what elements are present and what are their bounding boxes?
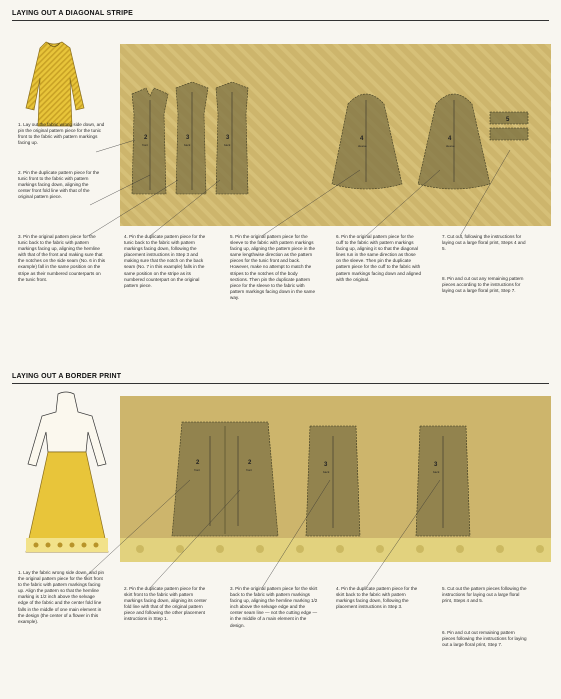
piece-label: back	[323, 470, 330, 474]
step-caption: 3. Pin the original pattern piece for the skirt back to the fabric with pattern markings facing up, aligning the hemline marking 1/2 inch above the selvage edge and the center seam line — not the cutting edge — in the middle of a main element in the design.	[230, 586, 318, 628]
piece-label: front	[142, 143, 149, 147]
step-caption: 7. Cut out, following the instructions for laying out a large floral print, Steps 4 and 5.	[442, 234, 526, 252]
step-caption: 6. Pin the original pattern piece for the cuff to the fabric with pattern markings facing up, aligning it so that the diagonal lines run in the same direction as those on the sleeve. Then pin the duplicate pattern piece for the cuff to the fabric with pattern markings facing down and aligned with the original.	[336, 234, 422, 282]
piece-number: 5	[506, 117, 510, 123]
step-caption: 5. Pin the original pattern piece for the sleeve to the fabric with pattern markings facing up, aligning the pattern piece in the same lengthwise direction as the pattern pieces for the tunic front and back. However, make no attempt to match the stripes to the notches of the body sections. Then pin the duplicate pattern piece for the sleeve to the fabric with pattern markings facing down in the same way.	[230, 234, 316, 300]
piece-number: 3	[324, 462, 328, 468]
piece-number: 3	[434, 462, 438, 468]
piece-label: front	[246, 468, 253, 472]
piece-label: back	[184, 143, 191, 147]
piece-number: 2	[196, 460, 200, 466]
step-caption: 4. Pin the duplicate pattern piece for the skirt back to the fabric with pattern markings facing down, following the placement instructions in Step 3.	[336, 586, 418, 610]
step-caption: 2. Pin the duplicate pattern piece for the skirt front to the fabric with pattern markings facing down, aligning its center fold line with that of the original pattern piece and following the other placement instructions in Step 1.	[124, 586, 207, 622]
piece-label: front	[194, 468, 201, 472]
step-caption: 3. Pin the original pattern piece for the tunic back to the fabric with pattern markings facing up, aligning the hemline with that of the front and making sure that the notches on the side seam (No. 6 in this example) fall in the same position on the stripe as their numbered counterparts on the tunic front.	[18, 234, 106, 282]
section-title-diagonal: LAYING OUT A DIAGONAL STRIPE	[12, 10, 133, 17]
piece-number: 3	[226, 135, 230, 141]
piece-number: 2	[248, 460, 252, 466]
piece-number: 4	[448, 136, 452, 142]
piece-label: back	[224, 143, 231, 147]
piece-label: sleeve	[446, 144, 455, 148]
step-caption: 2. Pin the duplicate pattern piece for the tunic front to the fabric with pattern markings facing down, aligning the center front fold line with that of the original pattern piece.	[18, 170, 100, 200]
piece-label: sleeve	[358, 144, 367, 148]
piece-number: 2	[144, 135, 148, 141]
step-caption: 1. Lay out the fabric wrong side down, and pin the original pattern piece for the tunic front to the fabric with pattern markings facing up.	[18, 122, 105, 146]
piece-number: 3	[186, 135, 190, 141]
step-caption: 4. Pin the duplicate pattern piece for the tunic back to the fabric with pattern markings facing down, following the placement instructions in Step 3 and making sure that the notch on the back seam (No. 7 in this example) falls in the same position on the stripe as its numbered counterpart on the original pattern piece.	[124, 234, 206, 288]
step-caption: 6. Pin and cut out remaining pattern pieces following the instructions for laying out a large floral print, Step 7.	[442, 630, 527, 648]
step-caption: 8. Pin and cut out any remaining pattern pieces according to the instructions for laying out a large floral print, Step 7.	[442, 276, 524, 294]
step-caption: 1. Lay the fabric wrong side down, and pin the original pattern piece for the skirt front to the fabric with pattern markings facing up. Align the pattern so that the hemline marking is 1/2 inch above the selvage edge of the fabric and the center fold line falls in the middle of one main element in the design (the center of a flower in this example).	[18, 570, 105, 624]
piece-label: back	[433, 470, 440, 474]
piece-number: 4	[360, 136, 364, 142]
section-title-border: LAYING OUT A BORDER PRINT	[12, 373, 122, 380]
step-caption: 5. Cut out the pattern pieces following the instructions for laying out a large floral print, Steps 4 and 5.	[442, 586, 527, 604]
